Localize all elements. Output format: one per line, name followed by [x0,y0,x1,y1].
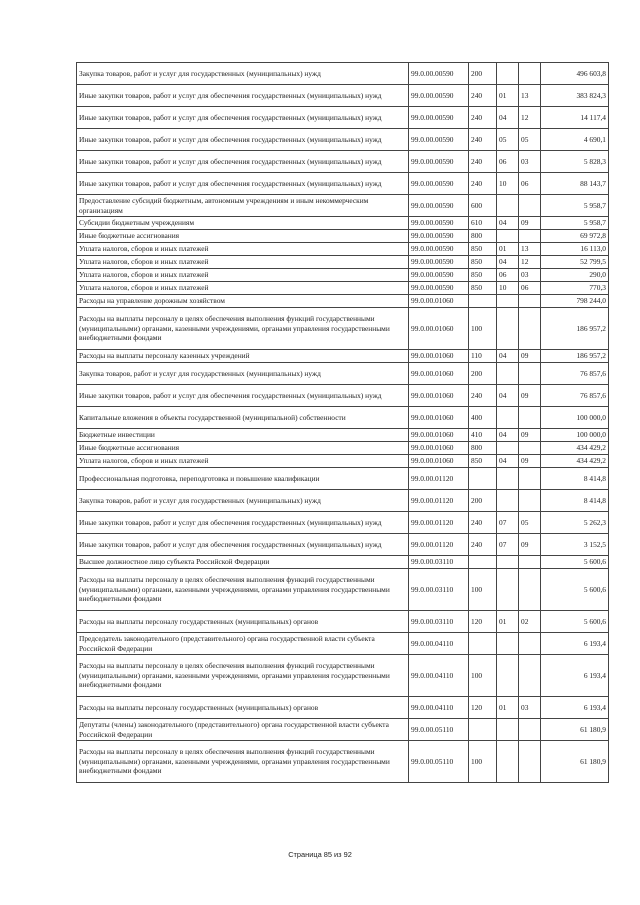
cell-subsection [519,569,541,611]
table-row [77,269,609,282]
cell-amount: 5 600,6 [541,569,609,611]
cell-name: Расходы на выплаты персоналу в целях обеспечения выполнения функций государственными (муниципальными) органами, казенными учреждениями, органами управления государственными внебюджетными фондами [77,569,409,611]
cell-amount: 69 972,8 [541,230,609,243]
cell-name: Иные закупки товаров, работ и услуг для обеспечения государственных (муниципальных) нужд [77,385,409,407]
cell-subsection: 06 [519,282,541,295]
cell-subsection [519,490,541,512]
cell-subsection: 02 [519,611,541,633]
cell-expense-type: 600 [469,195,497,217]
cell-amount: 5 958,7 [541,195,609,217]
cell-expense-type [469,556,497,569]
cell-expense-type: 850 [469,282,497,295]
cell-amount: 434 429,2 [541,442,609,455]
cell-name: Капитальные вложения в объекты государственной (муниципальной) собственности [77,407,409,429]
cell-expense-type: 100 [469,308,497,350]
cell-amount: 14 117,4 [541,107,609,129]
cell-target-code: 99.0.00.00590 [409,85,469,107]
table-row [77,719,609,741]
cell-name: Председатель законодательного (представительного) органа государственной власти субъекта Российской Федерации [77,633,409,655]
cell-amount: 8 414,8 [541,490,609,512]
cell-target-code: 99.0.00.03110 [409,611,469,633]
cell-expense-type [469,633,497,655]
cell-name: Иные закупки товаров, работ и услуг для обеспечения государственных (муниципальных) нужд [77,512,409,534]
cell-name: Депутаты (члены) законодательного (представительного) органа государственной власти субъекта Российской Федерации [77,719,409,741]
cell-amount: 5 600,6 [541,556,609,569]
table-row [77,442,609,455]
cell-expense-type [469,468,497,490]
cell-name: Уплата налогов, сборов и иных платежей [77,256,409,269]
table-row [77,107,609,129]
cell-target-code: 99.0.00.01060 [409,308,469,350]
cell-target-code: 99.0.00.00590 [409,107,469,129]
cell-name: Иные закупки товаров, работ и услуг для обеспечения государственных (муниципальных) нужд [77,129,409,151]
cell-target-code: 99.0.00.01060 [409,350,469,363]
cell-section: 04 [497,455,519,468]
cell-section [497,308,519,350]
cell-target-code: 99.0.00.05110 [409,741,469,783]
cell-amount: 5 262,3 [541,512,609,534]
cell-expense-type: 200 [469,63,497,85]
cell-name: Расходы на выплаты персоналу казенных учреждений [77,350,409,363]
cell-expense-type: 850 [469,243,497,256]
cell-amount: 186 957,2 [541,350,609,363]
cell-subsection: 03 [519,697,541,719]
cell-section [497,468,519,490]
cell-target-code: 99.0.00.04110 [409,633,469,655]
cell-name: Высшее должностное лицо субъекта Российской Федерации [77,556,409,569]
cell-expense-type: 240 [469,385,497,407]
cell-amount: 76 857,6 [541,363,609,385]
cell-subsection [519,230,541,243]
cell-target-code: 99.0.00.00590 [409,129,469,151]
cell-target-code: 99.0.00.00590 [409,151,469,173]
cell-name: Расходы на выплаты персоналу в целях обеспечения выполнения функций государственными (муниципальными) органами, казенными учреждениями, органами управления государственными внебюджетными фондами [77,655,409,697]
cell-name: Иные бюджетные ассигнования [77,230,409,243]
table-row [77,655,609,697]
cell-name: Уплата налогов, сборов и иных платежей [77,243,409,256]
cell-target-code: 99.0.00.01060 [409,442,469,455]
cell-name: Расходы на управление дорожным хозяйством [77,295,409,308]
cell-amount: 3 152,5 [541,534,609,556]
cell-target-code: 99.0.00.03110 [409,569,469,611]
cell-expense-type: 400 [469,407,497,429]
table-row [77,173,609,195]
cell-expense-type: 410 [469,429,497,442]
cell-expense-type: 100 [469,655,497,697]
cell-subsection: 05 [519,512,541,534]
cell-name: Расходы на выплаты персоналу в целях обеспечения выполнения функций государственными (муниципальными) органами, казенными учреждениями, органами управления государственными внебюджетными фондами [77,308,409,350]
cell-amount: 383 824,3 [541,85,609,107]
cell-name: Закупка товаров, работ и услуг для государственных (муниципальных) нужд [77,363,409,385]
cell-expense-type [469,295,497,308]
cell-expense-type: 120 [469,697,497,719]
cell-amount: 434 429,2 [541,455,609,468]
cell-amount: 52 799,5 [541,256,609,269]
cell-name: Закупка товаров, работ и услуг для государственных (муниципальных) нужд [77,63,409,85]
cell-section: 04 [497,350,519,363]
cell-target-code: 99.0.00.00590 [409,269,469,282]
cell-amount: 5 958,7 [541,217,609,230]
cell-expense-type: 200 [469,490,497,512]
cell-target-code: 99.0.00.01120 [409,468,469,490]
page-number: Страница 85 из 92 [288,850,352,859]
cell-subsection: 13 [519,85,541,107]
cell-section [497,295,519,308]
cell-expense-type: 200 [469,363,497,385]
cell-section [497,490,519,512]
cell-subsection: 03 [519,269,541,282]
cell-name: Профессиональная подготовка, переподготовка и повышение квалификации [77,468,409,490]
cell-expense-type: 240 [469,512,497,534]
cell-name: Иные закупки товаров, работ и услуг для обеспечения государственных (муниципальных) нужд [77,534,409,556]
cell-name: Уплата налогов, сборов и иных платежей [77,269,409,282]
cell-target-code: 99.0.00.01060 [409,429,469,442]
cell-target-code: 99.0.00.00590 [409,173,469,195]
cell-subsection: 12 [519,256,541,269]
cell-section: 10 [497,282,519,295]
table-body [77,63,609,783]
cell-amount: 100 000,0 [541,429,609,442]
table-row [77,282,609,295]
cell-section [497,442,519,455]
cell-name: Субсидии бюджетным учреждениям [77,217,409,230]
cell-section [497,407,519,429]
table-row [77,468,609,490]
cell-subsection [519,63,541,85]
table-row [77,217,609,230]
cell-subsection [519,363,541,385]
cell-subsection: 09 [519,385,541,407]
cell-target-code: 99.0.00.00590 [409,217,469,230]
cell-name: Уплата налогов, сборов и иных платежей [77,455,409,468]
cell-section: 01 [497,243,519,256]
cell-amount: 88 143,7 [541,173,609,195]
cell-subsection [519,407,541,429]
cell-expense-type: 120 [469,611,497,633]
table-row [77,363,609,385]
cell-name: Уплата налогов, сборов и иных платежей [77,282,409,295]
cell-amount: 4 690,1 [541,129,609,151]
cell-amount: 5 600,6 [541,611,609,633]
cell-subsection: 09 [519,429,541,442]
cell-name: Расходы на выплаты персоналу государственных (муниципальных) органов [77,611,409,633]
cell-name: Расходы на выплаты персоналу государственных (муниципальных) органов [77,697,409,719]
cell-section [497,569,519,611]
cell-amount: 496 603,8 [541,63,609,85]
cell-subsection: 06 [519,173,541,195]
cell-target-code: 99.0.00.01120 [409,534,469,556]
cell-amount: 798 244,0 [541,295,609,308]
table-row [77,490,609,512]
cell-expense-type: 240 [469,129,497,151]
cell-subsection [519,556,541,569]
cell-section: 01 [497,697,519,719]
cell-target-code: 99.0.00.01120 [409,512,469,534]
cell-name: Иные бюджетные ассигнования [77,442,409,455]
cell-expense-type: 240 [469,173,497,195]
cell-amount: 61 180,9 [541,719,609,741]
cell-target-code: 99.0.00.01060 [409,295,469,308]
table-row [77,611,609,633]
cell-subsection: 09 [519,534,541,556]
table-row [77,195,609,217]
cell-amount: 8 414,8 [541,468,609,490]
cell-target-code: 99.0.00.04110 [409,697,469,719]
cell-section [497,633,519,655]
cell-subsection [519,655,541,697]
cell-subsection [519,195,541,217]
cell-name: Предоставление субсидий бюджетным, автономным учреждениям и иным некоммерческим организациям [77,195,409,217]
cell-amount: 290,0 [541,269,609,282]
cell-amount: 6 193,4 [541,655,609,697]
cell-section: 04 [497,429,519,442]
cell-amount: 6 193,4 [541,633,609,655]
table-row [77,295,609,308]
cell-target-code: 99.0.00.01060 [409,363,469,385]
cell-subsection: 13 [519,243,541,256]
cell-subsection: 03 [519,151,541,173]
cell-expense-type: 100 [469,569,497,611]
cell-target-code: 99.0.00.03110 [409,556,469,569]
cell-expense-type: 850 [469,269,497,282]
cell-amount: 186 957,2 [541,308,609,350]
cell-target-code: 99.0.00.00590 [409,256,469,269]
table-row [77,407,609,429]
table-row [77,151,609,173]
cell-section: 06 [497,269,519,282]
cell-expense-type: 100 [469,741,497,783]
cell-amount: 770,3 [541,282,609,295]
cell-expense-type: 240 [469,107,497,129]
budget-table [76,62,609,783]
cell-section: 01 [497,85,519,107]
cell-subsection [519,468,541,490]
cell-amount: 61 180,9 [541,741,609,783]
cell-section: 07 [497,534,519,556]
cell-name: Иные закупки товаров, работ и услуг для обеспечения государственных (муниципальных) нужд [77,151,409,173]
cell-name: Иные закупки товаров, работ и услуг для обеспечения государственных (муниципальных) нужд [77,173,409,195]
cell-section: 04 [497,256,519,269]
cell-subsection [519,308,541,350]
table-row [77,308,609,350]
cell-subsection [519,442,541,455]
cell-section: 01 [497,611,519,633]
cell-subsection: 09 [519,455,541,468]
table-row [77,350,609,363]
cell-section: 07 [497,512,519,534]
cell-subsection [519,633,541,655]
cell-subsection: 05 [519,129,541,151]
cell-amount: 16 113,0 [541,243,609,256]
cell-amount: 6 193,4 [541,697,609,719]
cell-section [497,230,519,243]
cell-section [497,195,519,217]
table-row [77,534,609,556]
table-row [77,385,609,407]
table-row [77,633,609,655]
table-row [77,230,609,243]
cell-subsection [519,741,541,783]
cell-target-code: 99.0.00.00590 [409,63,469,85]
table-row [77,455,609,468]
table-row [77,697,609,719]
cell-expense-type: 800 [469,230,497,243]
table-row [77,512,609,534]
cell-section [497,63,519,85]
cell-target-code: 99.0.00.00590 [409,230,469,243]
cell-section [497,741,519,783]
cell-target-code: 99.0.00.01060 [409,455,469,468]
cell-section [497,556,519,569]
cell-subsection [519,295,541,308]
cell-expense-type: 610 [469,217,497,230]
cell-name: Бюджетные инвестиции [77,429,409,442]
cell-expense-type: 850 [469,455,497,468]
table-row [77,85,609,107]
cell-expense-type: 240 [469,151,497,173]
cell-target-code: 99.0.00.05110 [409,719,469,741]
cell-target-code: 99.0.00.01060 [409,407,469,429]
cell-target-code: 99.0.00.04110 [409,655,469,697]
cell-subsection [519,719,541,741]
table-row [77,741,609,783]
cell-name: Расходы на выплаты персоналу в целях обеспечения выполнения функций государственными (муниципальными) органами, казенными учреждениями, органами управления государственными внебюджетными фондами [77,741,409,783]
table-row [77,556,609,569]
cell-target-code: 99.0.00.01060 [409,385,469,407]
cell-target-code: 99.0.00.00590 [409,195,469,217]
table-row [77,429,609,442]
cell-target-code: 99.0.00.00590 [409,243,469,256]
cell-target-code: 99.0.00.00590 [409,282,469,295]
table-row [77,569,609,611]
cell-section: 04 [497,107,519,129]
cell-expense-type: 240 [469,534,497,556]
cell-subsection: 12 [519,107,541,129]
cell-expense-type: 240 [469,85,497,107]
cell-section [497,363,519,385]
cell-section: 10 [497,173,519,195]
cell-target-code: 99.0.00.01120 [409,490,469,512]
cell-expense-type [469,719,497,741]
cell-expense-type: 800 [469,442,497,455]
table-row [77,129,609,151]
cell-amount: 76 857,6 [541,385,609,407]
cell-name: Иные закупки товаров, работ и услуг для обеспечения государственных (муниципальных) нужд [77,85,409,107]
cell-subsection: 09 [519,217,541,230]
cell-amount: 5 828,3 [541,151,609,173]
cell-subsection: 09 [519,350,541,363]
cell-section: 05 [497,129,519,151]
cell-name: Иные закупки товаров, работ и услуг для обеспечения государственных (муниципальных) нужд [77,107,409,129]
cell-section: 04 [497,385,519,407]
cell-expense-type: 850 [469,256,497,269]
cell-name: Закупка товаров, работ и услуг для государственных (муниципальных) нужд [77,490,409,512]
cell-section: 06 [497,151,519,173]
cell-section [497,655,519,697]
cell-section [497,719,519,741]
cell-amount: 100 000,0 [541,407,609,429]
table-row [77,243,609,256]
table-row [77,256,609,269]
cell-section: 04 [497,217,519,230]
table-row [77,63,609,85]
cell-expense-type: 110 [469,350,497,363]
